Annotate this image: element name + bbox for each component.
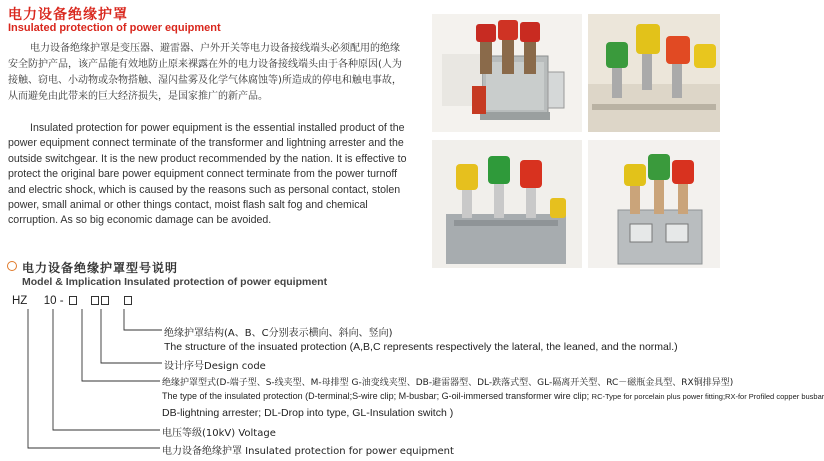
section-title-cn: 电力设备绝缘护罩型号说明 [22,261,179,275]
type-label-en-2: DB-lightning arrester; DL-Drop into type, GL-Insulation switch ) [162,407,454,419]
voltage-label: 电压等级(10kV) Voltage [162,428,276,439]
model-prefix: HZ [12,295,28,307]
type-label-en-small: RC-Type for porcelain plus power fitting;RX-for Profiled copper busbar [591,392,824,401]
intro-paragraph-en: Insulated protection for power equipment is the essential installed product of the power equipment connect terminate of the transformer and lightning arrester and the outside switchgear. It is the new product recommended by the nation. It is effective to protect the original bare power equipment connect terminate from the power turnoff and electric shock, which is caused by the reasons such as personal contact, stolen power, small animal or other things contact, moist flash salt fog and chemical corruption. As so big economic damage can be avoided. [8,122,407,227]
type-label-cn: 绝缘护罩型式(D-端子型、S-线夹型、M-母排型 G-油变线夹型、DB-避雷器型、DL-跌落式型、GL-隔离开关型、RC－磁瓶金具型、RX铜排异型) [162,378,734,388]
page-title-cn: 电力设备绝缘护罩 [8,7,128,23]
design-code-label: 设计序号Design code [164,361,266,372]
section-title-en: Model & Implication Insulated protection of power equipment [22,276,328,288]
type-label-en [162,391,824,401]
intro-paragraph-cn: 电力设备绝缘护罩是变压器、避雷器、户外开关等电力设备接线端头必须配用的绝缘安全防护产品，该产品能有效地防止原来裸露在外的电力设备接线端头由于各种原因(人为接触、窃电、小动物或杂物搭触、湿闪盐雾及化学气体腐蚀等)所造成的停电和触电事故，从而避免由此带来的巨大经济损失，是国家推广的新产品。 [8,43,402,102]
model-dash: - [59,295,64,307]
type-label-en-main: The type of the insulated protection (D-terminal;S-wire clip; M-busbar; G-oil-immersed transformer wire clip; [162,391,590,401]
structure-label-cn: 绝缘护罩结构(A、B、C分别表示横向、斜向、竖向) [164,328,393,339]
structure-label-en: The structure of the insuated protection (A,B,C represents respectively the lateral, the leaned, and the normal.) [164,341,678,353]
product-label: 电力设备绝缘护罩 Insulated protection for power equipment [162,446,454,457]
page-title-en: Insulated protection of power equipment [8,22,221,34]
model-number: 10 [43,295,57,307]
